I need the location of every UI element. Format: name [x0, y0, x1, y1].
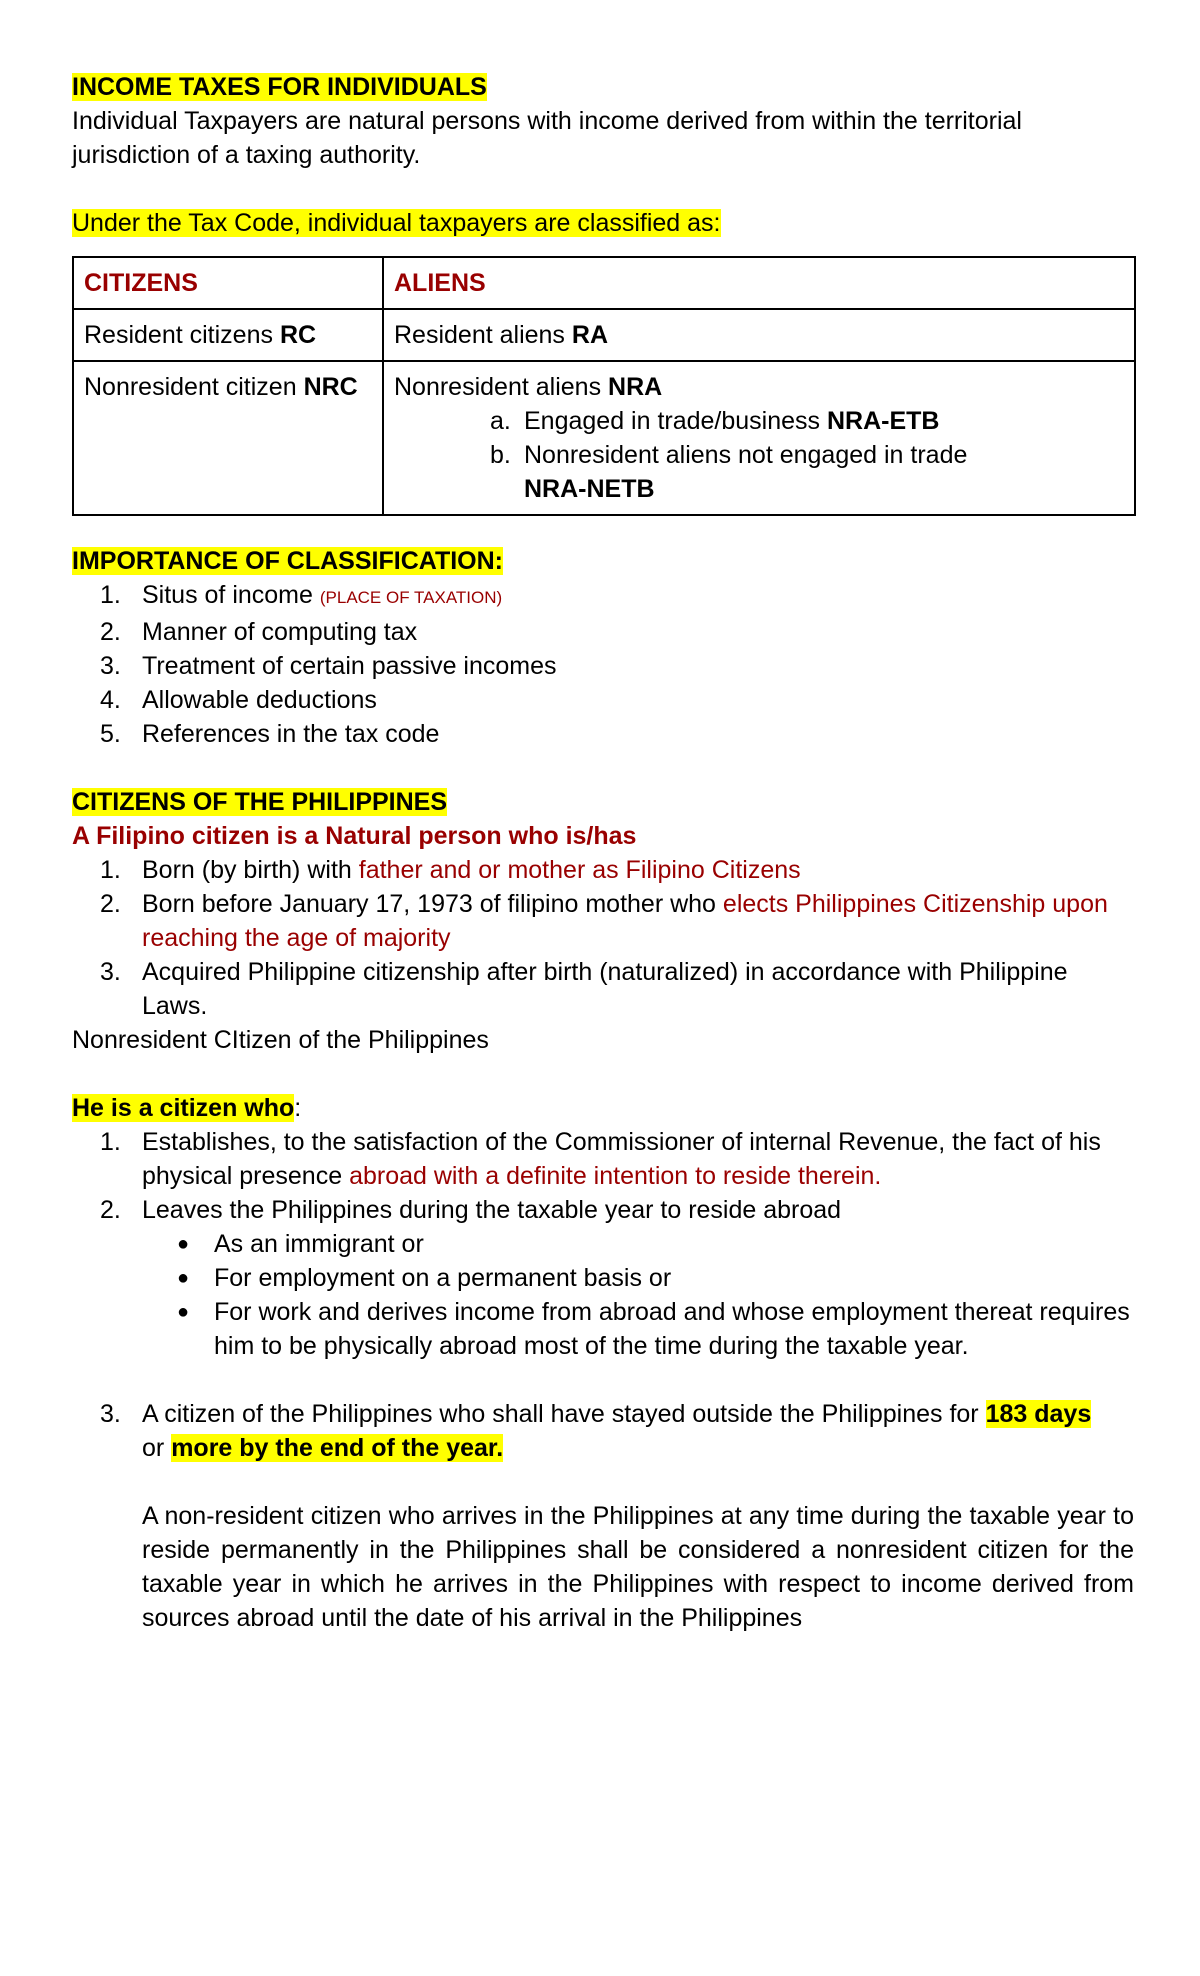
- citizens-heading: CITIZENS OF THE PHILIPPINES: [72, 788, 448, 816]
- item-text: Born (by birth) with: [142, 856, 359, 884]
- bullet-text: For employment on a permanent basis or: [214, 1264, 672, 1292]
- list-item: [72, 887, 1134, 955]
- bullet-text: As an immigrant or: [214, 1230, 424, 1258]
- intro-paragraph: Individual Taxpayers are natural persons with income derived from within the territorial jurisdiction of a taxing authority.: [72, 107, 1022, 169]
- item-red-text: elects Philippines Citizenship upon reaching the age of majority: [142, 890, 1108, 952]
- reside-abroad-bullets: [72, 1227, 1134, 1363]
- item-text: References in the tax code: [142, 720, 440, 748]
- importance-heading: IMPORTANCE OF CLASSIFICATION:: [72, 547, 503, 575]
- bullet-icon: ●: [177, 1267, 190, 1289]
- sub-b-label: Nonresident aliens not engaged in trade: [524, 441, 968, 469]
- bullet-icon: ●: [177, 1301, 190, 1323]
- header-citizens: CITIZENS: [73, 257, 383, 309]
- list-number: 2.: [100, 618, 121, 646]
- item-red-text: father and or mother as Filipino Citizens: [358, 856, 801, 884]
- item-text: Situs of income: [142, 581, 320, 609]
- item-or: or: [142, 1434, 172, 1462]
- list-item: [72, 578, 1134, 615]
- list-item: [72, 1193, 1134, 1227]
- cell-resident-citizens: [73, 309, 383, 361]
- nra-label: Nonresident aliens: [394, 373, 609, 401]
- list-item: [177, 1227, 1134, 1261]
- list-marker: b.: [490, 441, 511, 469]
- table-row: [73, 361, 1135, 515]
- list-item: [490, 438, 1124, 506]
- list-item: [72, 717, 1134, 751]
- he-is-list: [72, 1125, 1134, 1227]
- page-title: INCOME TAXES FOR INDIVIDUALS: [72, 73, 487, 101]
- ra-label: Resident aliens: [394, 321, 572, 349]
- classified-line: [72, 206, 1134, 240]
- item-text: Born before January 17, 1973 of filipino mother who: [142, 890, 723, 918]
- importance-heading-line: [72, 544, 1134, 578]
- item-red-text: abroad with a definite intention to reside therein.: [349, 1162, 882, 1190]
- list-number: 1.: [100, 581, 121, 609]
- cell-nonresident-aliens: [383, 361, 1135, 515]
- nra-code: NRA: [608, 373, 663, 401]
- he-is-heading-line: [72, 1091, 1134, 1125]
- citizens-list: [72, 853, 1134, 1023]
- item-text: Acquired Philippine citizenship after birth (naturalized) in accordance with Philippine Laws.: [142, 958, 1068, 1020]
- list-number: 2.: [100, 890, 121, 918]
- classification-table: [72, 256, 1136, 516]
- list-number: 2.: [100, 1196, 121, 1224]
- item-note: (PLACE OF TAXATION): [319, 588, 503, 607]
- list-item: [72, 615, 1134, 649]
- classified-text: Under the Tax Code, individual taxpayers are classified as:: [72, 209, 721, 237]
- list-item: [490, 404, 1124, 438]
- table-row: [73, 309, 1135, 361]
- nrc-label: Nonresident citizen: [84, 373, 304, 401]
- title-line: [72, 70, 1134, 104]
- citizens-heading-line: [72, 785, 1134, 819]
- list-number: 3.: [100, 958, 121, 986]
- cell-resident-aliens: [383, 309, 1135, 361]
- list-number: 1.: [100, 856, 121, 884]
- item-text: Establishes, to the satisfaction of the Commissioner of internal Revenue, the fact of his physical presence: [142, 1128, 1101, 1190]
- item-text: Leaves the Philippines during the taxable year to reside abroad: [142, 1196, 842, 1224]
- nonresident-citizen-line: Nonresident CItizen of the Philippines: [72, 1026, 489, 1054]
- rc-label: Resident citizens: [84, 321, 280, 349]
- sub-b-code: NRA-NETB: [524, 475, 655, 503]
- importance-list: [72, 578, 1134, 751]
- list-number: 4.: [100, 686, 121, 714]
- ra-code: RA: [571, 321, 608, 349]
- list-number: 3.: [100, 652, 121, 680]
- nrc-code: NRC: [303, 373, 358, 401]
- document-content: [72, 70, 1134, 1635]
- nra-sublist: [394, 404, 1124, 506]
- table-row: [73, 257, 1135, 309]
- citizens-subheading: A Filipino citizen is a Natural person who is/has: [72, 822, 637, 850]
- bullet-icon: ●: [177, 1233, 190, 1255]
- item-text: Treatment of certain passive incomes: [142, 652, 557, 680]
- item-text: Manner of computing tax: [142, 618, 418, 646]
- header-aliens: ALIENS: [383, 257, 1135, 309]
- he-is-list-continued: [72, 1397, 1134, 1465]
- list-marker: a.: [490, 407, 511, 435]
- list-number: 5.: [100, 720, 121, 748]
- sub-a-label: Engaged in trade/business: [524, 407, 827, 435]
- bullet-text: For work and derives income from abroad and whose employment thereat requires him to be physically abroad most of the time during the taxable year.: [214, 1298, 1130, 1360]
- list-item: [72, 649, 1134, 683]
- list-item: [72, 1397, 1134, 1465]
- he-is-heading: He is a citizen who: [72, 1094, 295, 1122]
- he-is-colon: :: [294, 1094, 302, 1122]
- item-text: A citizen of the Philippines who shall have stayed outside the Philippines for: [142, 1400, 986, 1428]
- list-item: [72, 853, 1134, 887]
- highlight-183-days: 183 days: [985, 1400, 1092, 1428]
- list-item: [177, 1295, 1134, 1363]
- rc-code: RC: [279, 321, 317, 349]
- list-number: 1.: [100, 1128, 121, 1156]
- list-item: [72, 1125, 1134, 1193]
- cell-nonresident-citizen: [73, 361, 383, 515]
- item-text: Allowable deductions: [142, 686, 377, 714]
- list-item: [72, 683, 1134, 717]
- sub-a-code: NRA-ETB: [827, 407, 940, 435]
- list-number: 3.: [100, 1400, 121, 1428]
- list-item: [177, 1261, 1134, 1295]
- nonresident-arrival-paragraph: A non-resident citizen who arrives in the Philippines at any time during the taxable year to reside permanently in the Philippines shall be considered a nonresident citizen for the taxable year in which he arrives in the Philippines with respect to income derived from sources abroad until the date of his arrival in the Philippines: [142, 1502, 1134, 1632]
- highlight-end-of-year: more by the end of the year.: [171, 1434, 504, 1462]
- list-item: [72, 955, 1134, 1023]
